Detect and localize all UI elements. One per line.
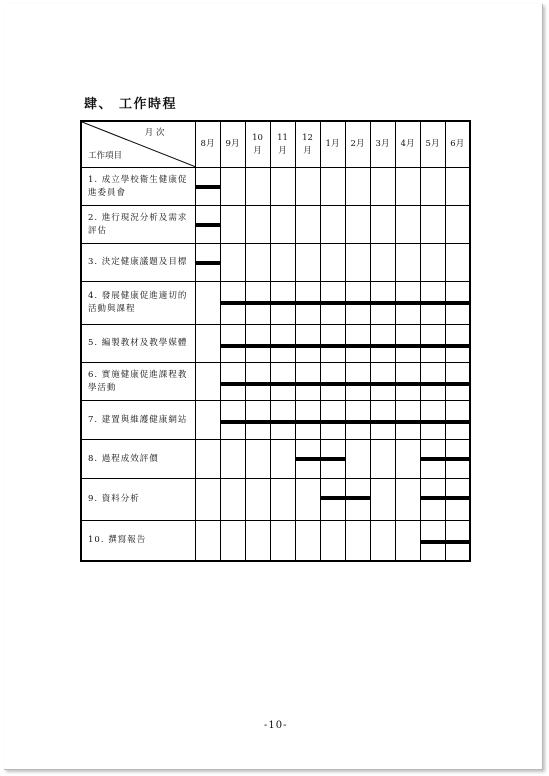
schedule-cell bbox=[295, 244, 320, 282]
schedule-bar bbox=[345, 344, 371, 348]
schedule-cell bbox=[195, 479, 220, 521]
schedule-cell bbox=[245, 521, 270, 561]
month-header-7: 3月 bbox=[370, 121, 395, 168]
schedule-bar bbox=[395, 420, 421, 424]
schedule-cell bbox=[195, 168, 220, 206]
schedule-bar bbox=[195, 223, 221, 227]
schedule-bar bbox=[320, 301, 346, 305]
schedule-bar bbox=[345, 301, 371, 305]
schedule-bar bbox=[445, 420, 471, 424]
document-page bbox=[4, 4, 543, 770]
month-header-4: 12 月 bbox=[295, 121, 320, 168]
schedule-cell bbox=[220, 168, 245, 206]
schedule-bar bbox=[295, 344, 321, 348]
schedule-cell bbox=[445, 479, 470, 521]
schedule-bar bbox=[270, 382, 296, 386]
table-row bbox=[81, 440, 470, 479]
work-item-label: 3. 決定健康議題及目標 bbox=[81, 244, 195, 282]
month-header-10: 6月 bbox=[445, 121, 470, 168]
schedule-bar bbox=[295, 301, 321, 305]
header-row bbox=[81, 121, 470, 168]
schedule-cell bbox=[420, 440, 445, 479]
schedule-cell bbox=[420, 244, 445, 282]
schedule-cell bbox=[420, 325, 445, 363]
schedule-cell bbox=[420, 521, 445, 561]
schedule-bar bbox=[220, 382, 246, 386]
schedule-cell bbox=[295, 282, 320, 325]
schedule-cell bbox=[420, 479, 445, 521]
work-item-label: 5. 編製教材及教學媒體 bbox=[81, 325, 195, 363]
schedule-cell bbox=[345, 401, 370, 440]
schedule-cell bbox=[295, 440, 320, 479]
schedule-bar bbox=[295, 420, 321, 424]
schedule-cell bbox=[395, 401, 420, 440]
schedule-cell bbox=[345, 206, 370, 244]
schedule-cell bbox=[345, 325, 370, 363]
schedule-cell bbox=[195, 401, 220, 440]
schedule-bar bbox=[320, 457, 346, 461]
schedule-cell bbox=[220, 206, 245, 244]
schedule-cell bbox=[395, 206, 420, 244]
schedule-cell bbox=[420, 168, 445, 206]
schedule-bar bbox=[370, 301, 396, 305]
schedule-bar bbox=[445, 496, 471, 500]
schedule-bar bbox=[395, 344, 421, 348]
work-item-label: 4. 發展健康促進適切的活動與課程 bbox=[81, 282, 195, 325]
schedule-cell bbox=[270, 440, 295, 479]
schedule-bar bbox=[270, 420, 296, 424]
schedule-cell bbox=[445, 521, 470, 561]
schedule-bar bbox=[320, 496, 346, 500]
month-header-1: 9月 bbox=[220, 121, 245, 168]
schedule-bar bbox=[320, 344, 346, 348]
schedule-bar bbox=[270, 344, 296, 348]
table-row bbox=[81, 363, 470, 401]
schedule-cell bbox=[220, 401, 245, 440]
schedule-cell bbox=[345, 244, 370, 282]
schedule-cell bbox=[370, 244, 395, 282]
schedule-cell bbox=[220, 479, 245, 521]
page-number: -10- bbox=[264, 720, 288, 731]
work-item-label: 8. 過程成效評價 bbox=[81, 440, 195, 479]
schedule-cell bbox=[370, 401, 395, 440]
schedule-cell bbox=[370, 363, 395, 401]
schedule-cell bbox=[345, 479, 370, 521]
schedule-bar bbox=[420, 420, 446, 424]
schedule-cell bbox=[295, 325, 320, 363]
schedule-table bbox=[80, 120, 471, 562]
schedule-bar bbox=[445, 382, 471, 386]
schedule-bar bbox=[370, 382, 396, 386]
schedule-cell bbox=[295, 206, 320, 244]
month-header-9: 5月 bbox=[420, 121, 445, 168]
schedule-bar bbox=[420, 540, 446, 544]
table-row bbox=[81, 401, 470, 440]
schedule-bar bbox=[220, 344, 246, 348]
schedule-bar bbox=[420, 382, 446, 386]
schedule-cell bbox=[220, 363, 245, 401]
schedule-cell bbox=[270, 401, 295, 440]
schedule-cell bbox=[395, 440, 420, 479]
schedule-bar bbox=[245, 344, 271, 348]
schedule-cell bbox=[320, 401, 345, 440]
schedule-cell bbox=[420, 206, 445, 244]
schedule-cell bbox=[245, 206, 270, 244]
schedule-cell bbox=[345, 282, 370, 325]
work-item-label: 2. 進行現況分析及需求評估 bbox=[81, 206, 195, 244]
month-header-3: 11 月 bbox=[270, 121, 295, 168]
schedule-cell bbox=[195, 244, 220, 282]
schedule-cell bbox=[445, 168, 470, 206]
schedule-cell bbox=[320, 440, 345, 479]
schedule-cell bbox=[320, 282, 345, 325]
month-header-6: 2月 bbox=[345, 121, 370, 168]
schedule-cell bbox=[420, 363, 445, 401]
schedule-cell bbox=[395, 282, 420, 325]
schedule-cell bbox=[395, 521, 420, 561]
schedule-cell bbox=[220, 325, 245, 363]
schedule-cell bbox=[195, 325, 220, 363]
schedule-cell bbox=[345, 363, 370, 401]
schedule-bar bbox=[445, 344, 471, 348]
schedule-cell bbox=[445, 206, 470, 244]
item-axis-label: 工作項目 bbox=[88, 151, 123, 161]
schedule-cell bbox=[220, 282, 245, 325]
table-row bbox=[81, 479, 470, 521]
schedule-bar bbox=[220, 420, 246, 424]
schedule-cell bbox=[395, 325, 420, 363]
schedule-cell bbox=[245, 168, 270, 206]
schedule-cell bbox=[420, 282, 445, 325]
schedule-cell bbox=[370, 206, 395, 244]
schedule-cell bbox=[220, 244, 245, 282]
header-diagonal-cell bbox=[81, 121, 195, 168]
schedule-bar bbox=[445, 301, 471, 305]
schedule-cell bbox=[195, 282, 220, 325]
schedule-cell bbox=[445, 440, 470, 479]
schedule-bar bbox=[345, 420, 371, 424]
schedule-cell bbox=[370, 168, 395, 206]
schedule-cell bbox=[195, 521, 220, 561]
schedule-cell bbox=[270, 206, 295, 244]
schedule-cell bbox=[320, 479, 345, 521]
schedule-bar bbox=[295, 382, 321, 386]
table-row bbox=[81, 521, 470, 561]
schedule-cell bbox=[220, 440, 245, 479]
schedule-bar bbox=[320, 382, 346, 386]
schedule-cell bbox=[195, 440, 220, 479]
schedule-cell bbox=[345, 168, 370, 206]
schedule-cell bbox=[320, 521, 345, 561]
schedule-bar bbox=[245, 301, 271, 305]
schedule-bar bbox=[395, 301, 421, 305]
schedule-cell bbox=[445, 244, 470, 282]
section-title: 肆、 工作時程 bbox=[84, 97, 178, 112]
table-row bbox=[81, 168, 470, 206]
schedule-cell bbox=[295, 363, 320, 401]
schedule-cell bbox=[320, 168, 345, 206]
schedule-bar bbox=[295, 457, 321, 461]
schedule-bar bbox=[420, 496, 446, 500]
schedule-bar bbox=[445, 540, 471, 544]
schedule-cell bbox=[270, 521, 295, 561]
schedule-bar bbox=[270, 301, 296, 305]
month-header-8: 4月 bbox=[395, 121, 420, 168]
schedule-cell bbox=[270, 325, 295, 363]
schedule-bar bbox=[445, 457, 471, 461]
month-header-5: 1月 bbox=[320, 121, 345, 168]
table-row bbox=[81, 206, 470, 244]
schedule-bar bbox=[370, 420, 396, 424]
schedule-cell bbox=[245, 282, 270, 325]
schedule-cell bbox=[395, 479, 420, 521]
schedule-cell bbox=[320, 363, 345, 401]
schedule-cell bbox=[320, 244, 345, 282]
work-item-label: 7. 建置與維護健康網站 bbox=[81, 401, 195, 440]
schedule-bar bbox=[245, 420, 271, 424]
schedule-bar bbox=[220, 301, 246, 305]
schedule-cell bbox=[295, 401, 320, 440]
schedule-cell bbox=[295, 168, 320, 206]
month-header-0: 8月 bbox=[195, 121, 220, 168]
schedule-cell bbox=[270, 479, 295, 521]
schedule-cell bbox=[270, 363, 295, 401]
schedule-cell bbox=[245, 363, 270, 401]
schedule-cell bbox=[345, 440, 370, 479]
schedule-cell bbox=[320, 325, 345, 363]
schedule-cell bbox=[245, 325, 270, 363]
month-axis-label: 月 次 bbox=[144, 128, 165, 138]
work-item-label: 6. 實施健康促進課程教學活動 bbox=[81, 363, 195, 401]
schedule-cell bbox=[445, 363, 470, 401]
schedule-bar bbox=[320, 420, 346, 424]
schedule-cell bbox=[370, 521, 395, 561]
schedule-cell bbox=[370, 325, 395, 363]
schedule-bar bbox=[195, 185, 221, 189]
schedule-cell bbox=[195, 363, 220, 401]
schedule-cell bbox=[245, 479, 270, 521]
work-item-label: 9. 資料分析 bbox=[81, 479, 195, 521]
schedule-cell bbox=[295, 479, 320, 521]
schedule-bar bbox=[345, 382, 371, 386]
schedule-cell bbox=[395, 168, 420, 206]
schedule-bar bbox=[420, 301, 446, 305]
schedule-bar bbox=[195, 261, 221, 265]
schedule-cell bbox=[395, 363, 420, 401]
schedule-cell bbox=[445, 401, 470, 440]
schedule-cell bbox=[245, 401, 270, 440]
schedule-cell bbox=[195, 206, 220, 244]
schedule-cell bbox=[370, 282, 395, 325]
schedule-cell bbox=[270, 282, 295, 325]
schedule-cell bbox=[270, 168, 295, 206]
schedule-bar bbox=[370, 344, 396, 348]
schedule-cell bbox=[320, 206, 345, 244]
schedule-bar bbox=[345, 496, 371, 500]
schedule-bar bbox=[245, 382, 271, 386]
schedule-cell bbox=[220, 521, 245, 561]
schedule-cell bbox=[245, 244, 270, 282]
schedule-cell bbox=[370, 479, 395, 521]
schedule-bar bbox=[420, 344, 446, 348]
table-row bbox=[81, 244, 470, 282]
schedule-cell bbox=[445, 282, 470, 325]
schedule-cell bbox=[395, 244, 420, 282]
schedule-cell bbox=[245, 440, 270, 479]
table-row bbox=[81, 325, 470, 363]
schedule-cell bbox=[270, 244, 295, 282]
schedule-cell bbox=[370, 440, 395, 479]
work-item-label: 1. 成立學校衛生健康促進委員會 bbox=[81, 168, 195, 206]
schedule-bar bbox=[395, 382, 421, 386]
schedule-cell bbox=[295, 521, 320, 561]
work-item-label: 10. 撰寫報告 bbox=[81, 521, 195, 561]
schedule-cell bbox=[420, 401, 445, 440]
table-row bbox=[81, 282, 470, 325]
month-header-2: 10 月 bbox=[245, 121, 270, 168]
schedule-cell bbox=[445, 325, 470, 363]
schedule-cell bbox=[345, 521, 370, 561]
schedule-bar bbox=[420, 457, 446, 461]
